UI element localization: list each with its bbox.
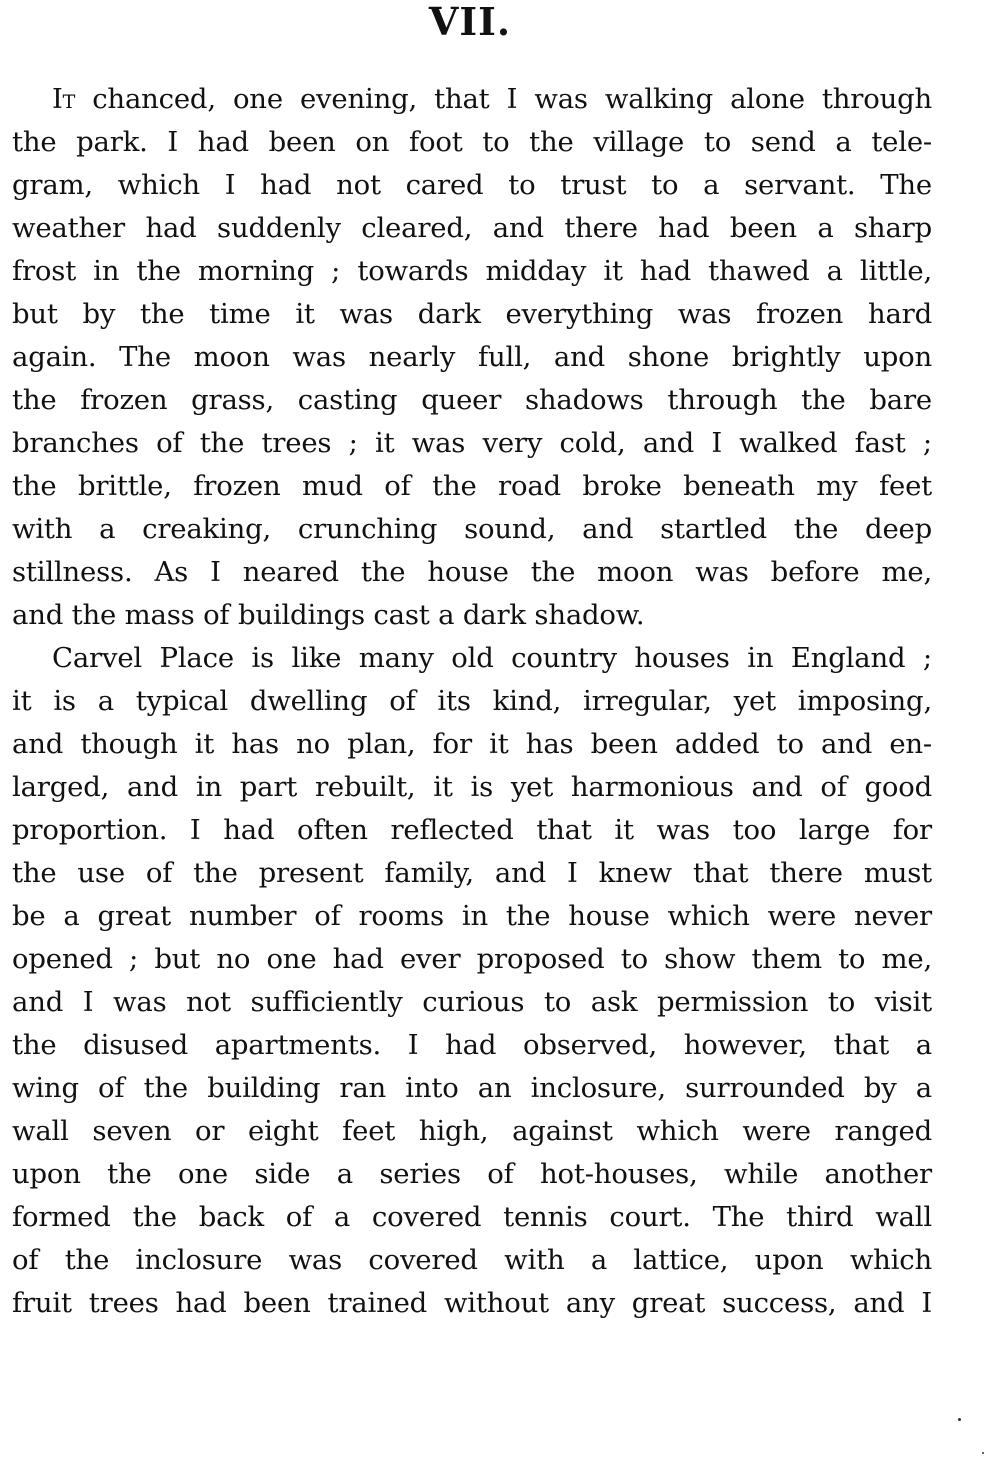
text-line: and though it has no plan, for it has been added to and en- <box>12 728 932 760</box>
text-line: and the mass of buildings cast a dark shadow. <box>12 599 645 631</box>
text-line: the brittle, frozen mud of the road broke beneath my feet <box>12 470 932 502</box>
text-line: again. The moon was nearly full, and shone brightly upon <box>12 341 932 373</box>
dropcap-smallcaps: It <box>52 83 76 115</box>
text-line: branches of the trees ; it was very cold, and I walked fast ; <box>12 427 932 459</box>
text-line: wing of the building ran into an inclosure, surrounded by a <box>12 1072 932 1104</box>
text-line: It chanced, one evening, that I was walking alone through <box>52 83 932 115</box>
text-line: the disused apartments. I had observed, however, that a <box>12 1029 932 1061</box>
text-line: proportion. I had often reflected that it was too large for <box>12 814 932 846</box>
text-line: the frozen grass, casting queer shadows through the bare <box>12 384 932 416</box>
print-speck <box>982 1452 984 1454</box>
text-line: opened ; but no one had ever proposed to show them to me, <box>12 943 932 975</box>
text-line: fruit trees had been trained without any great success, and I <box>12 1287 932 1319</box>
text-line: upon the one side a series of hot-houses, while another <box>12 1158 932 1190</box>
text-line: stillness. As I neared the house the moon was before me, <box>12 556 932 588</box>
text-line: Carvel Place is like many old country houses in England ; <box>52 642 932 674</box>
text-line: the park. I had been on foot to the village to send a tele- <box>12 126 932 158</box>
text-line: but by the time it was dark everything was frozen hard <box>12 298 932 330</box>
text-line: and I was not sufficiently curious to ask permission to visit <box>12 986 932 1018</box>
text-line: wall seven or eight feet high, against which were ranged <box>12 1115 932 1147</box>
body-text <box>12 78 932 1325</box>
text-line: frost in the morning ; towards midday it had thawed a little, <box>12 255 932 287</box>
text-line: it is a typical dwelling of its kind, irregular, yet imposing, <box>12 685 932 717</box>
text-line: larged, and in part rebuilt, it is yet harmonious and of good <box>12 771 932 803</box>
chapter-heading: VII. <box>428 0 512 44</box>
print-speck <box>958 1418 961 1421</box>
text-line: weather had suddenly cleared, and there had been a sharp <box>12 212 932 244</box>
text-line: formed the back of a covered tennis court. The third wall <box>12 1201 932 1233</box>
text-line: gram, which I had not cared to trust to a servant. The <box>12 169 932 201</box>
text-line: the use of the present family, and I knew that there must <box>12 857 932 889</box>
text-line: be a great number of rooms in the house which were never <box>12 900 932 932</box>
text-line: of the inclosure was covered with a lattice, upon which <box>12 1244 932 1276</box>
text-line: with a creaking, crunching sound, and startled the deep <box>12 513 932 545</box>
